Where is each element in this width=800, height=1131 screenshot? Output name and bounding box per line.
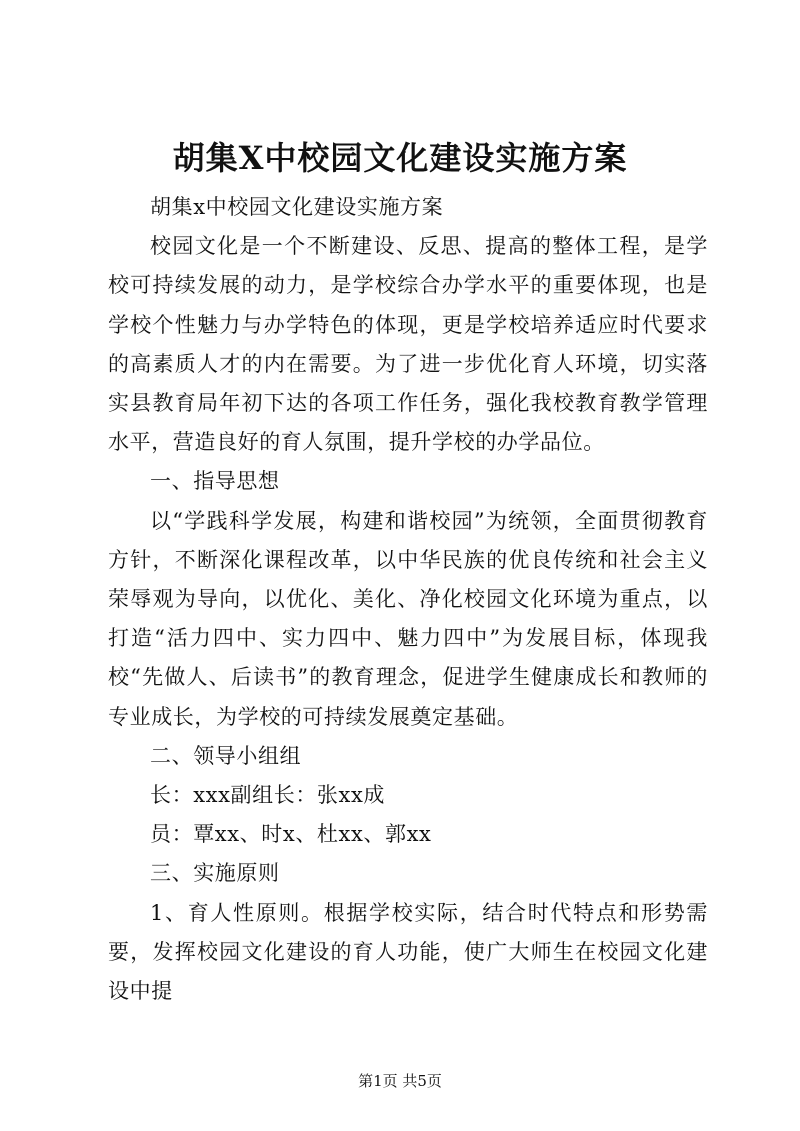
- leadership-leader-line: 长：xxx副组长：张xx成: [150, 783, 386, 808]
- intro-paragraph: 校园文化是一个不断建设、反思、提高的整体工程，是学校可持续发展的动力，是学校综合办学水平的重要体现，也是学校个性魅力与办学特色的体现，更是学校培养适应时代要求的高素质人才的内在需要。为了进一步优化育人环境，切实落实县教育局年初下达的各项工作任务，强化我校教育教学管理水平，营造良好的育人氛围，提升学校的办学品位。: [108, 234, 708, 455]
- page-footer: 第1页 共5页: [358, 1072, 442, 1090]
- document-title: 胡集X中校园文化建设实施方案: [172, 139, 628, 177]
- section-heading-guiding-ideology: 一、指导思想: [150, 469, 280, 494]
- section-heading-principles: 三、实施原则: [150, 861, 280, 886]
- document-body: [108, 188, 708, 1011]
- guiding-ideology-paragraph: 以“学践科学发展，构建和谐校园”为统领，全面贯彻教育方针，不断深化课程改革，以中华民族的优良传统和社会主义荣辱观为导向，以优化、美化、净化校园文化环境为重点，以打造“活力四中、实力四中、魅力四中”为发展目标，体现我校“先做人、后读书”的教育理念，促进学生健康成长和教师的专业成长，为学校的可持续发展奠定基础。: [108, 508, 708, 729]
- section-heading-leadership-group: 二、领导小组组: [150, 743, 302, 768]
- leadership-members-line: 员：覃xx、时x、杜xx、郭xx: [150, 822, 432, 847]
- subtitle-paragraph: 胡集x中校园文化建设实施方案: [150, 195, 444, 219]
- principle-paragraph: 1、育人性原则。根据学校实际，结合时代特点和形势需要，发挥校园文化建设的育人功能，使广大师生在校园文化建设中提: [108, 900, 708, 1004]
